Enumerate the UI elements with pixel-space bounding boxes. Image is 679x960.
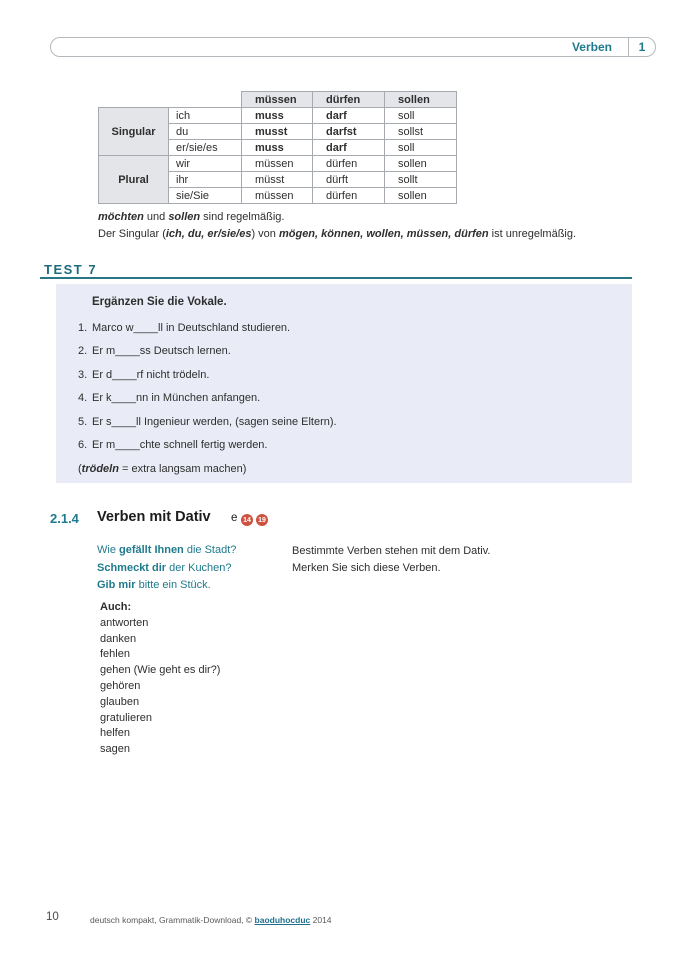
exercise-item [78, 322, 290, 334]
audio-badge-19: 19 [256, 514, 268, 526]
table-row [99, 156, 457, 172]
list-heading: Auch: [100, 601, 132, 613]
exercise-item [78, 439, 267, 451]
list-item: sagen [100, 743, 130, 756]
item-text: Er d____rf nicht trödeln. [92, 369, 210, 381]
group-label-singular: Singular [99, 108, 169, 156]
chapter-title: Verben [571, 40, 612, 54]
rule-line: Merken Sie sich diese Verben. [292, 562, 441, 574]
exercise-item [78, 416, 337, 428]
item-number: 5. [78, 416, 88, 428]
rule-line: Bestimmte Verben stehen mit dem Dativ. [292, 545, 491, 557]
item-number: 2. [78, 345, 88, 357]
note-regular-verbs: möchten und sollen sind regelmäßig. [98, 211, 285, 223]
verb-form-cell: müssen [242, 156, 313, 172]
item-number: 4. [78, 392, 88, 404]
audio-badge-14: 14 [241, 514, 253, 526]
verb-form-cell: dürfen [313, 156, 385, 172]
item-number: 1. [78, 322, 88, 334]
list-item: gratulieren [100, 711, 152, 724]
verb-form-cell: darf [313, 108, 385, 124]
verb-form-cell: sollst [385, 124, 457, 140]
verb-form-cell: soll [385, 140, 457, 156]
item-text: Er m____chte schnell fertig werden. [92, 439, 268, 451]
example-sentences [97, 542, 236, 595]
verb-form-cell: dürfen [313, 188, 385, 204]
verb-form-cell: darf [313, 140, 385, 156]
list-item: fehlen [100, 648, 130, 661]
example-sentence: Wie gefällt Ihnen die Stadt? [97, 544, 237, 556]
exercise-item [78, 392, 260, 404]
verb-form-cell: sollt [385, 172, 457, 188]
pronoun-cell: sie/Sie [169, 188, 242, 204]
pronoun-cell: du [169, 124, 242, 140]
verb-form-cell: soll [385, 108, 457, 124]
footer-text-before: deutsch kompakt, Grammatik-Download, © [90, 915, 255, 925]
note-irregular-verbs: Der Singular (ich, du, er/sie/es) von mögen, können, wollen, müssen, dürfen ist unregelmäßig. [98, 228, 577, 240]
verb-form-cell: sollen [385, 188, 457, 204]
verb-form-cell: dürft [313, 172, 385, 188]
list-item: antworten [100, 616, 149, 629]
test-heading: TEST 7 [44, 262, 98, 277]
audio-track-icon: e [231, 512, 238, 524]
footer-credit [90, 915, 332, 925]
exercise-item [78, 345, 231, 357]
section-title: Verben mit Dativ [97, 509, 211, 525]
item-text: Er m____ss Deutsch lernen. [92, 345, 231, 357]
test-exercise-box [56, 284, 632, 483]
pronoun-cell: ich [169, 108, 242, 124]
item-text: Marco w____ll in Deutschland studieren. [92, 322, 291, 334]
item-number: 6. [78, 439, 88, 451]
verb-form-cell: muss [242, 140, 313, 156]
pronoun-cell: er/sie/es [169, 140, 242, 156]
publisher-link[interactable]: baoduhocduc [254, 915, 311, 925]
verb-form-cell: müsst [242, 172, 313, 188]
section-number: 2.1.4 [50, 511, 79, 526]
column-header: dürfen [313, 92, 385, 108]
conjugation-table [98, 91, 457, 204]
test-instruction: Ergänzen Sie die Vokale. [92, 296, 227, 308]
pronoun-cell: wir [169, 156, 242, 172]
table-header-row [99, 92, 457, 108]
verb-form-cell: sollen [385, 156, 457, 172]
item-text: Er k____nn in München anfangen. [92, 392, 261, 404]
group-label-plural: Plural [99, 156, 169, 204]
column-header: müssen [242, 92, 313, 108]
list-item: gehören [100, 679, 141, 692]
grammar-notes [98, 209, 638, 243]
list-item: glauben [100, 695, 140, 708]
verb-form-cell: musst [242, 124, 313, 140]
item-text: Er s____ll Ingenieur werden, (sagen seine Eltern). [92, 416, 337, 428]
verb-form-cell: müssen [242, 188, 313, 204]
example-sentence: Schmeckt dir der Kuchen? [97, 561, 232, 574]
page-header-tab [50, 37, 656, 57]
test-heading-rule [40, 277, 632, 279]
item-number: 3. [78, 369, 88, 381]
page-number: 10 [46, 911, 59, 923]
list-item: gehen (Wie geht es dir?) [100, 664, 221, 677]
list-item: danken [100, 632, 137, 645]
vocabulary-note: (trödeln = extra langsam machen) [78, 463, 247, 475]
verb-form-cell: muss [242, 108, 313, 124]
footer-text-after: 2014 [310, 915, 332, 925]
pronoun-cell: ihr [169, 172, 242, 188]
table-empty-corner [99, 92, 242, 108]
exercise-item [78, 369, 209, 381]
rule-explanation [292, 543, 491, 577]
column-header: sollen [385, 92, 457, 108]
verb-form-cell: darfst [313, 124, 385, 140]
table-row [99, 108, 457, 124]
dative-verb-list [100, 600, 220, 758]
chapter-number-chip: 1 [638, 40, 646, 54]
example-sentence: Gib mir bitte ein Stück. [97, 579, 211, 591]
list-item: helfen [100, 727, 130, 740]
